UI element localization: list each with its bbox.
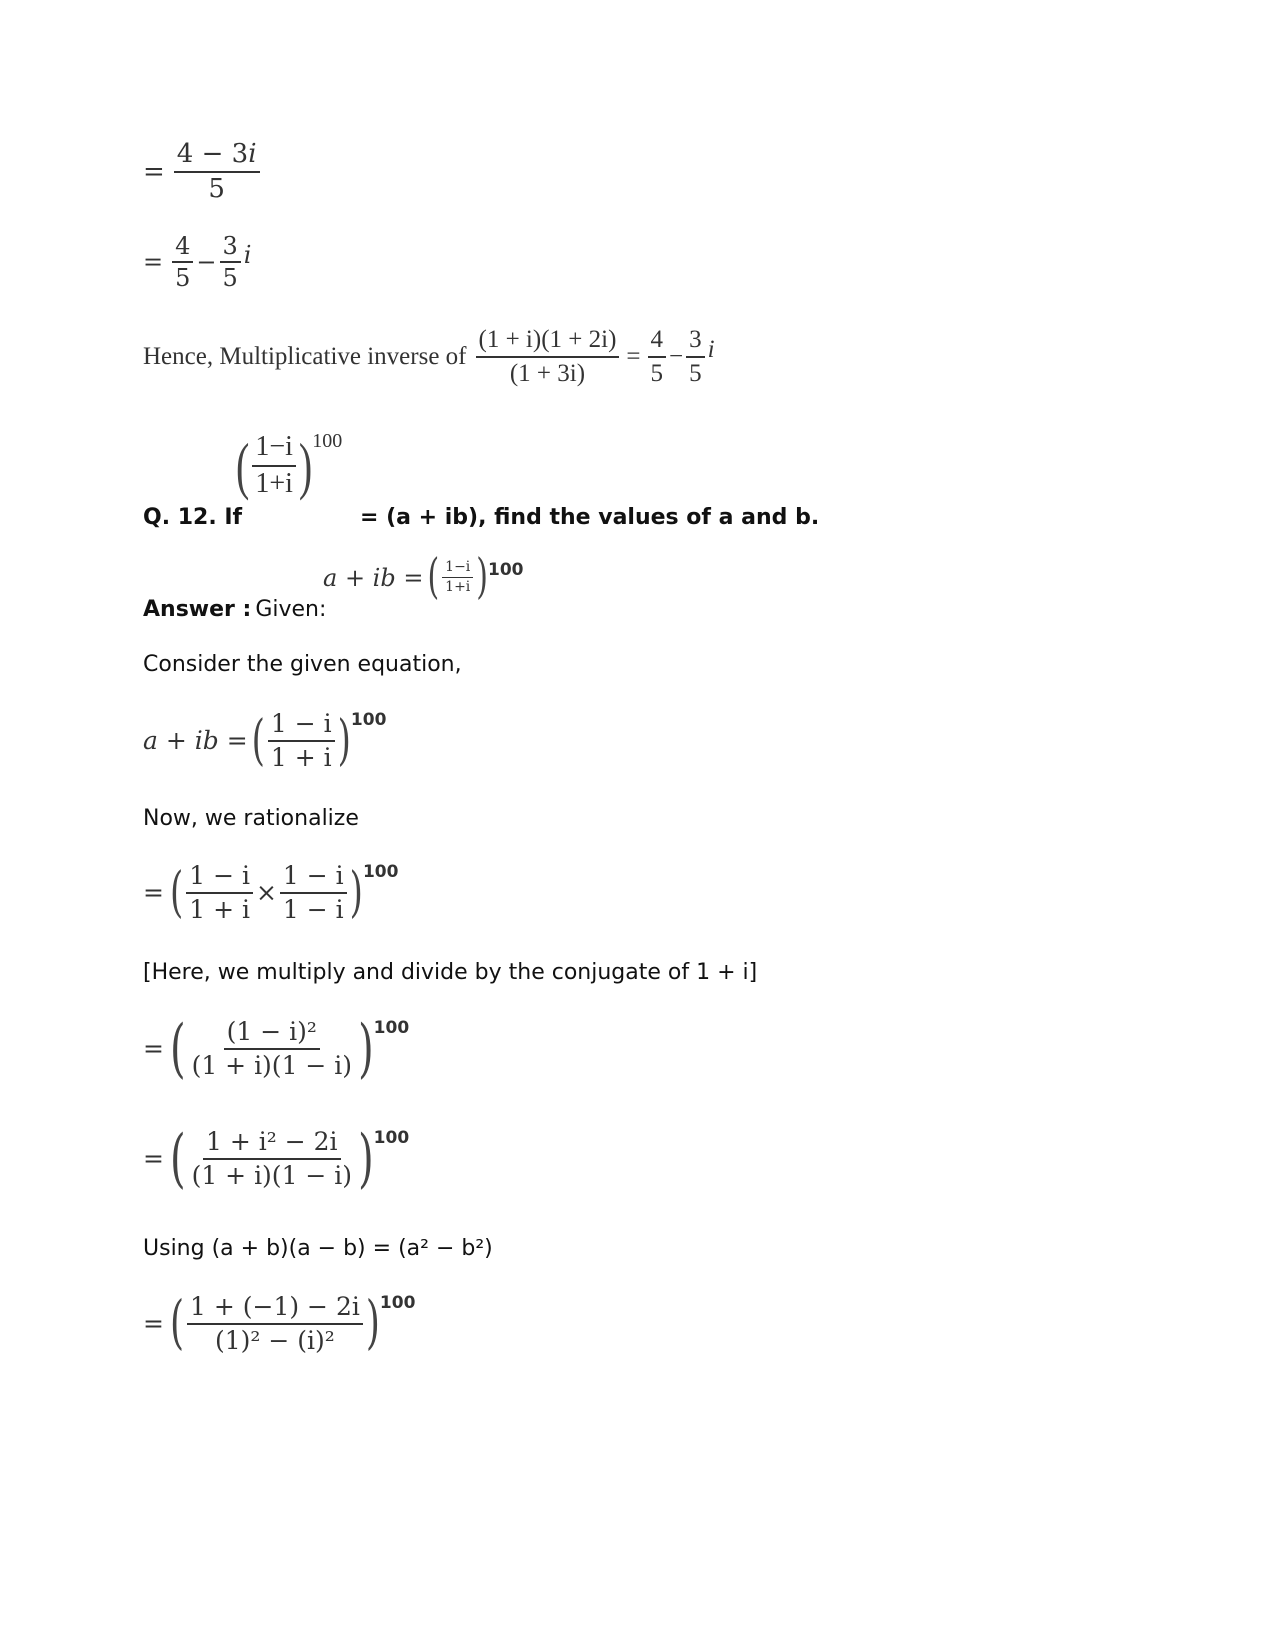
left-paren: ( <box>236 429 250 502</box>
fraction-expression <box>476 326 620 387</box>
equals-sign: = <box>143 1309 164 1338</box>
equals-sign: = <box>143 878 164 907</box>
question-expression <box>236 429 343 502</box>
exponent: 100 <box>362 862 399 882</box>
paragraph-identity: Using (a + b)(a − b) = (a² − b²) <box>143 1236 493 1261</box>
denominator: 5 <box>222 264 238 293</box>
numerator: 1−i <box>442 560 473 578</box>
denominator: 5 <box>650 359 663 387</box>
fraction-2 <box>280 862 347 923</box>
fraction-1 <box>186 862 253 923</box>
denominator: (1)² − (i)² <box>215 1325 335 1355</box>
equation-5 <box>143 1290 416 1357</box>
numerator: 4 − 3i <box>174 140 260 173</box>
denominator: 1+i <box>255 467 293 499</box>
right-paren: ) <box>349 860 363 925</box>
left-paren: ( <box>169 1121 186 1196</box>
question-label-line <box>143 505 242 530</box>
answer-line <box>143 597 326 622</box>
fraction-three-fifths <box>686 326 705 387</box>
numerator: 1 − i <box>268 710 335 742</box>
equation-step-1 <box>143 140 263 203</box>
given-text: Given: <box>255 597 327 622</box>
denominator: 1 + i <box>270 742 332 772</box>
question-text: = (a + ib), find the values of a and b. <box>360 505 820 530</box>
question-rest-line <box>360 505 819 530</box>
right-paren: ) <box>298 429 313 502</box>
answer-given-equation <box>323 549 524 606</box>
equation-3 <box>143 1011 410 1086</box>
numerator: 1 − i <box>280 862 347 894</box>
right-paren: ) <box>358 1121 374 1196</box>
numerator: 4 <box>648 326 667 358</box>
paragraph-rationalize: Now, we rationalize <box>143 806 359 831</box>
fraction <box>187 1293 363 1354</box>
right-paren: ) <box>337 708 351 773</box>
conclusion-line <box>143 326 715 387</box>
question-label: Q. 12. If <box>143 505 243 530</box>
minus-sign: − <box>196 248 217 277</box>
equals-sign: = <box>143 156 165 187</box>
left-paren: ( <box>169 1011 186 1086</box>
numerator: 3 <box>220 233 241 263</box>
exponent: 100 <box>312 430 343 452</box>
fraction <box>252 432 296 500</box>
denominator: 1 + i <box>189 894 250 924</box>
answer-label: Answer : <box>143 597 252 622</box>
equation-step-2 <box>143 233 251 292</box>
lhs: a + ib = <box>143 726 248 755</box>
denominator: (1 + i)(1 − i) <box>191 1160 353 1190</box>
equals-sign: = <box>143 1034 164 1063</box>
fraction <box>268 710 335 771</box>
fraction <box>189 1128 356 1189</box>
conclusion-text: Hence, Multiplicative inverse of <box>143 342 467 370</box>
lhs: a + ib = <box>323 563 424 592</box>
numerator: (1 + i)(1 + 2i) <box>476 326 620 358</box>
equals-sign: = <box>626 342 641 370</box>
paragraph-consider: Consider the given equation, <box>143 652 462 677</box>
numerator: 1 + i² − 2i <box>203 1128 341 1160</box>
exponent: 100 <box>379 1293 416 1313</box>
fraction-four-fifths <box>172 233 193 292</box>
equals-sign: = <box>143 1144 164 1173</box>
left-paren: ( <box>427 549 440 606</box>
right-paren: ) <box>365 1290 380 1357</box>
fraction-three-fifths <box>220 233 241 292</box>
exponent: 100 <box>488 560 524 580</box>
fraction <box>174 140 260 203</box>
left-paren: ( <box>169 1290 184 1357</box>
times-sign: × <box>255 878 277 907</box>
numerator: 4 <box>172 233 193 263</box>
denominator: (1 + 3i) <box>509 359 586 387</box>
left-paren: ( <box>169 860 184 925</box>
equals-sign: = <box>143 248 164 277</box>
fraction <box>189 1018 356 1079</box>
minus-sign: − <box>669 342 684 370</box>
equation-2 <box>143 862 398 923</box>
numerator: 3 <box>686 326 705 358</box>
equation-1 <box>143 710 386 771</box>
left-paren: ( <box>251 708 265 773</box>
imaginary-unit: i <box>707 335 715 363</box>
denominator: 5 <box>689 359 702 387</box>
denominator: 5 <box>208 173 225 204</box>
exponent: 100 <box>373 1018 410 1038</box>
right-paren: ) <box>476 549 489 606</box>
numerator: 1 + (−1) − 2i <box>187 1293 363 1325</box>
numerator: 1 − i <box>186 862 253 894</box>
denominator: 1+i <box>445 579 471 596</box>
numerator: 1−i <box>252 432 296 467</box>
exponent: 100 <box>373 1128 410 1148</box>
numerator: (1 − i)² <box>224 1018 320 1050</box>
equation-4 <box>143 1121 410 1196</box>
exponent: 100 <box>350 710 387 730</box>
paragraph-conjugate-note: [Here, we multiply and divide by the conjugate of 1 + i] <box>143 960 758 985</box>
denominator: 1 − i <box>282 894 344 924</box>
denominator: 5 <box>175 264 191 293</box>
imaginary-unit: i <box>243 241 252 270</box>
fraction-four-fifths <box>648 326 667 387</box>
fraction <box>442 560 473 596</box>
denominator: (1 + i)(1 − i) <box>191 1050 353 1080</box>
right-paren: ) <box>358 1011 374 1086</box>
